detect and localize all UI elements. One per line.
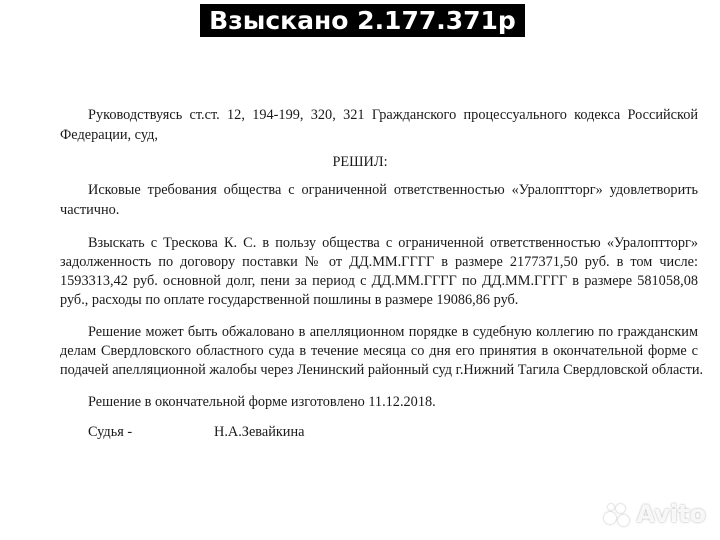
- text-line: Исковые требования общества с ограниченной ответственностью «Уралоптторг» удовлетворить: [88, 182, 698, 198]
- text-line: Руководствуясь ст.ст. 12, 194-199, 320, 321 Гражданского процессуального кодекса Российской: [88, 107, 698, 123]
- headline-banner: Взыскано 2.177.371р: [200, 4, 525, 37]
- judge-name: Н.А.Зевайкина: [214, 424, 305, 440]
- decision-heading: РЕШИЛ:: [332, 154, 388, 170]
- avito-text: Avito: [636, 500, 706, 528]
- text-line: руб., расходы по оплате государственной пошлины в размере 19086,86 руб.: [60, 292, 519, 308]
- text-line: подачей апелляционной жалобы через Ленинский районный суд г.Нижний Тагила Свердловской области.: [60, 362, 704, 378]
- avito-watermark: [604, 500, 706, 528]
- signature-label: Судья -: [88, 424, 133, 440]
- avito-logo-icon: [604, 502, 632, 526]
- text-line: Решение может быть обжаловано в апелляционном порядке в судебную коллегию по гражданским: [88, 324, 698, 340]
- final-form-date: Решение в окончательной форме изготовлено 11.12.2018.: [88, 394, 436, 410]
- text-line: частично.: [60, 202, 120, 218]
- text-line: задолженность по договору поставки № от ДД.ММ.ГГГГ в размере 2177371,50 руб. в том числе:: [60, 254, 698, 270]
- text-line: Взыскать с Трескова К. С. в пользу общества с ограниченной ответственностью «Уралоптторг»: [88, 235, 698, 251]
- text-line: 1593313,42 руб. основной долг, пени за период с ДД.ММ.ГГГГ по ДД.ММ.ГГГГ в размере 581058,08: [60, 273, 698, 289]
- text-line: Федерации, суд,: [60, 127, 158, 143]
- text-line: делам Свердловского областного суда в течение месяца со дня его принятия в окончательной форме с: [60, 343, 698, 359]
